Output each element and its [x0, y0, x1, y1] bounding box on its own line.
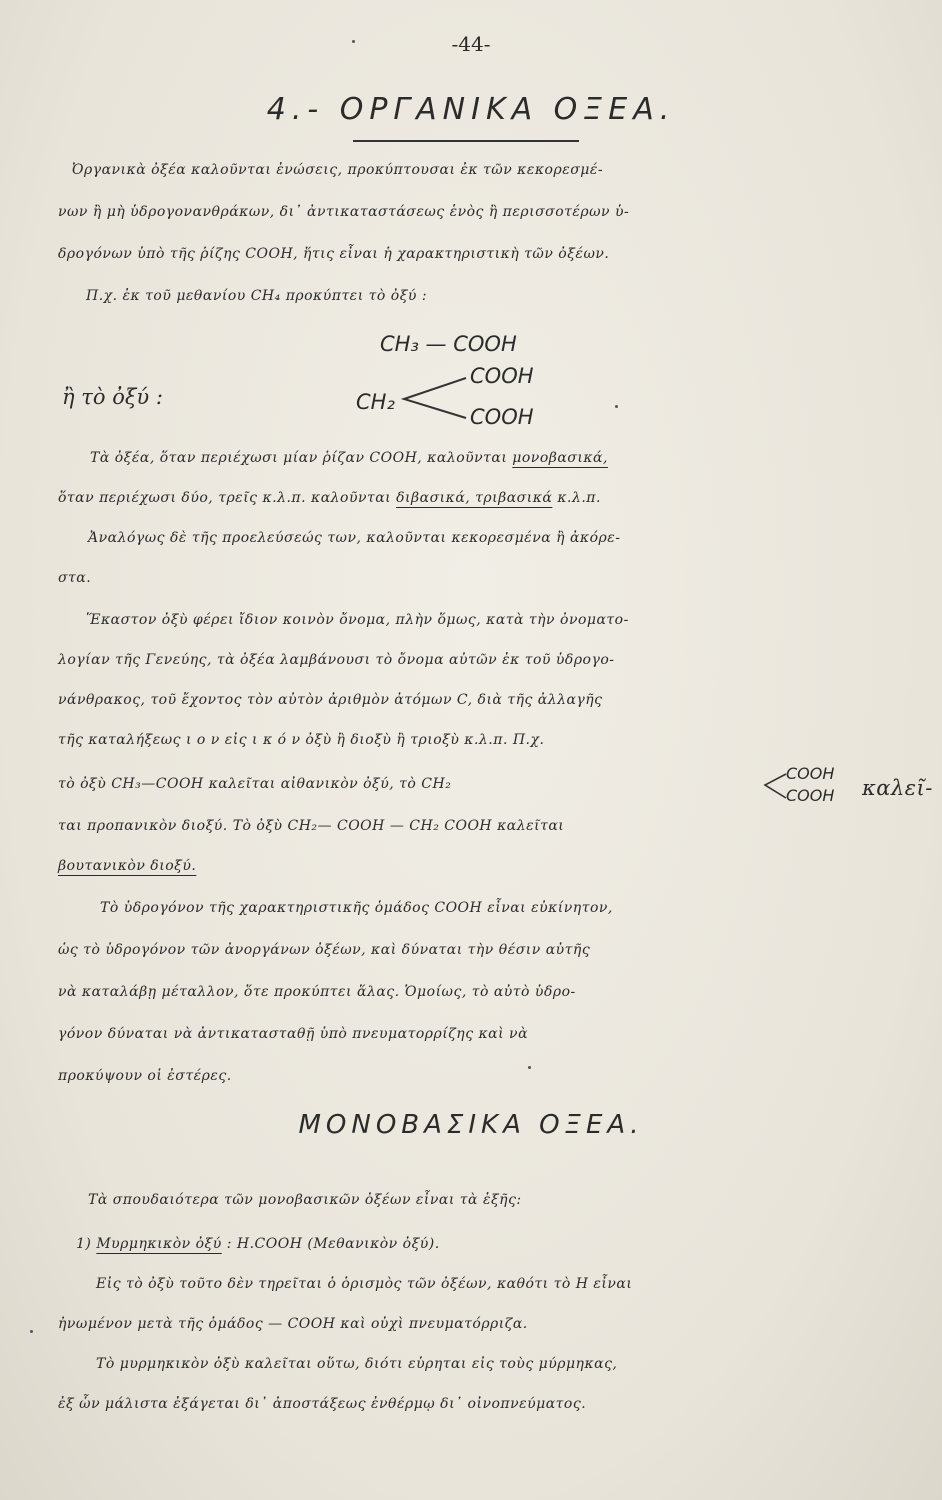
intro-line-1: Ὀργανικὰ ὀξέα καλοῦνται ἑνώσεις, προκύπτουσαι ἐκ τῶν κεκορεσμέ-: [72, 162, 604, 178]
chapter-title: 4.- ΟΡΓΑΝΙΚΑ ΟΞΕΑ.: [266, 92, 676, 127]
para2-line-1-text: Τὰ ὀξέα, ὅταν περιέχωσι μίαν ῥίζαν COOH, καλοῦνται: [90, 450, 513, 466]
para2-line-2-end: κ.λ.π.: [552, 490, 601, 506]
intro-line-4: Π.χ. ἐκ τοῦ μεθανίου CH₄ προκύπτει τὸ ὀξύ :: [86, 288, 428, 304]
para2-line-2-text: ὅταν περιέχωσι δύο, τρεῖς κ.λ.π. καλοῦνται: [58, 490, 397, 506]
term-dibasic-tribasic: διβασικά, τριβασικά: [396, 490, 553, 506]
bracket-icon: [398, 370, 468, 420]
para3-line-1: Ἕκαστον ὀξὺ φέρει ἴδιον κοινὸν ὄνομα, πλὴν ὅμως, κατὰ τὴν ὀνοματο-: [86, 612, 629, 628]
ink-speck: [528, 1066, 531, 1069]
intro-line-3: δρογόνων ὑπὸ τῆς ῥίζης COOH, ἥτις εἶναι ἡ χαρακτηριστικὴ τῶν ὀξέων.: [58, 246, 610, 262]
term-formic-acid: Μυρμηκικὸν ὀξύ: [96, 1236, 222, 1252]
section-title: ΜΟΝΟΒΑΣΙΚΑ ΟΞΕΑ.: [298, 1110, 644, 1140]
para3-line-4: τῆς καταλήξεως ι ο ν εἰς ι κ ό ν ὀξὺ ἢ διοξὺ ἢ τριοξὺ κ.λ.π. Π.χ.: [58, 732, 545, 748]
para3-line-5-text: τὸ ὀξὺ CH₃—COOH καλεῖται αἰθανικὸν ὀξύ, τὸ CH₂: [58, 776, 452, 792]
formula-cooh-small-top: COOH: [786, 764, 835, 783]
para3-line-2: λογίαν τῆς Γενεύης, τὰ ὀξέα λαμβάνουσι τὸ ὄνομα αὐτῶν ἐκ τοῦ ὑδρογο-: [58, 652, 615, 668]
term-monobasic: μονοβασικά,: [512, 450, 608, 466]
para4-line-3: νὰ καταλάβῃ μέταλλον, ὅτε προκύπτει ἅλας. Ὁμοίως, τὸ αὐτὸ ὑδρο-: [58, 984, 576, 1000]
list-item-1-rest: : H.COOH (Μεθανικὸν ὀξύ).: [221, 1236, 440, 1252]
ink-speck: [30, 1330, 33, 1333]
para5-line-1: Τὰ σπουδαιότερα τῶν μονοβασικῶν ὀξέων εἶναι τὰ ἑξῆς:: [88, 1192, 522, 1208]
formula-cooh-top: COOH: [470, 364, 534, 388]
page-number: -44-: [451, 32, 491, 56]
para5-line-3: ἠνωμένον μετὰ τῆς ὁμάδος — COOH καὶ οὐχὶ πνευματόρριζα.: [58, 1316, 528, 1332]
para5-line-2: Εἰς τὸ ὀξὺ τοῦτο δὲν τηρεῖται ὁ ὁρισμὸς τῶν ὀξέων, καθότι τὸ H εἶναι: [96, 1276, 633, 1292]
para2-line-2: [0, 490, 942, 506]
formula-cooh-bottom: COOH: [470, 405, 534, 429]
formula-cooh-small-bottom: COOH: [786, 786, 835, 805]
para4-line-1: Τὸ ὑδρογόνον τῆς χαρακτηριστικῆς ὁμάδος COOH εἶναι εὐκίνητον,: [100, 900, 613, 916]
formula-acetic-acid: CH₃ — COOH: [380, 332, 517, 356]
list-item-1: [0, 1236, 942, 1252]
formula-label: ἢ τὸ ὀξύ :: [62, 385, 163, 409]
para3-line-5-end: καλεῖ-: [862, 776, 933, 800]
ink-speck: [352, 40, 355, 43]
para4-line-5: προκύψουν οἱ ἐστέρες.: [58, 1068, 232, 1084]
term-butanedioic: βουτανικὸν διοξύ.: [58, 858, 197, 874]
para3-line-3: νάνθρακος, τοῦ ἔχοντος τὸν αὐτὸν ἀριθμὸν ἀτόμων C, διὰ τῆς ἀλλαγῆς: [58, 692, 603, 708]
list-item-1-number: 1): [76, 1236, 92, 1252]
para4-line-2: ὡς τὸ ὑδρογόνον τῶν ἀνοργάνων ὀξέων, καὶ δύναται τὴν θέσιν αὐτῆς: [58, 942, 591, 958]
para2-line-3: Ἀναλόγως δὲ τῆς προελεύσεώς των, καλοῦνται κεκορεσμένα ἢ ἀκόρε-: [88, 530, 621, 546]
formula-ch2: CH₂: [356, 390, 395, 414]
para2-line-1: [0, 450, 942, 466]
para3-line-7: [0, 858, 942, 874]
para5-line-4: Τὸ μυρμηκικὸν ὀξὺ καλεῖται οὕτω, διότι εὑρηται εἰς τοὺς μύρμηκας,: [96, 1356, 618, 1372]
ink-speck: [615, 405, 618, 408]
para2-line-4: στα.: [58, 570, 92, 586]
intro-line-2: νων ἢ μὴ ὑδρογονανθράκων, δι᾽ ἀντικαταστάσεως ἑνὸς ἢ περισσοτέρων ὑ-: [58, 204, 630, 220]
small-bracket-icon: [762, 768, 788, 802]
para5-line-5: ἐξ ὧν μάλιστα ἐξάγεται δι᾽ ἀποστάξεως ἐνθέρμῳ δι᾽ οἰνοπνεύματος.: [58, 1396, 587, 1412]
para3-line-6: ται προπανικὸν διοξύ. Τὸ ὀξὺ CH₂— COOH — CH₂ COOH καλεῖται: [58, 818, 565, 834]
para4-line-4: γόνον δύναται νὰ ἀντικατασταθῇ ὑπὸ πνευματορρίζης καὶ νὰ: [58, 1026, 529, 1042]
title-underline: [353, 140, 579, 142]
